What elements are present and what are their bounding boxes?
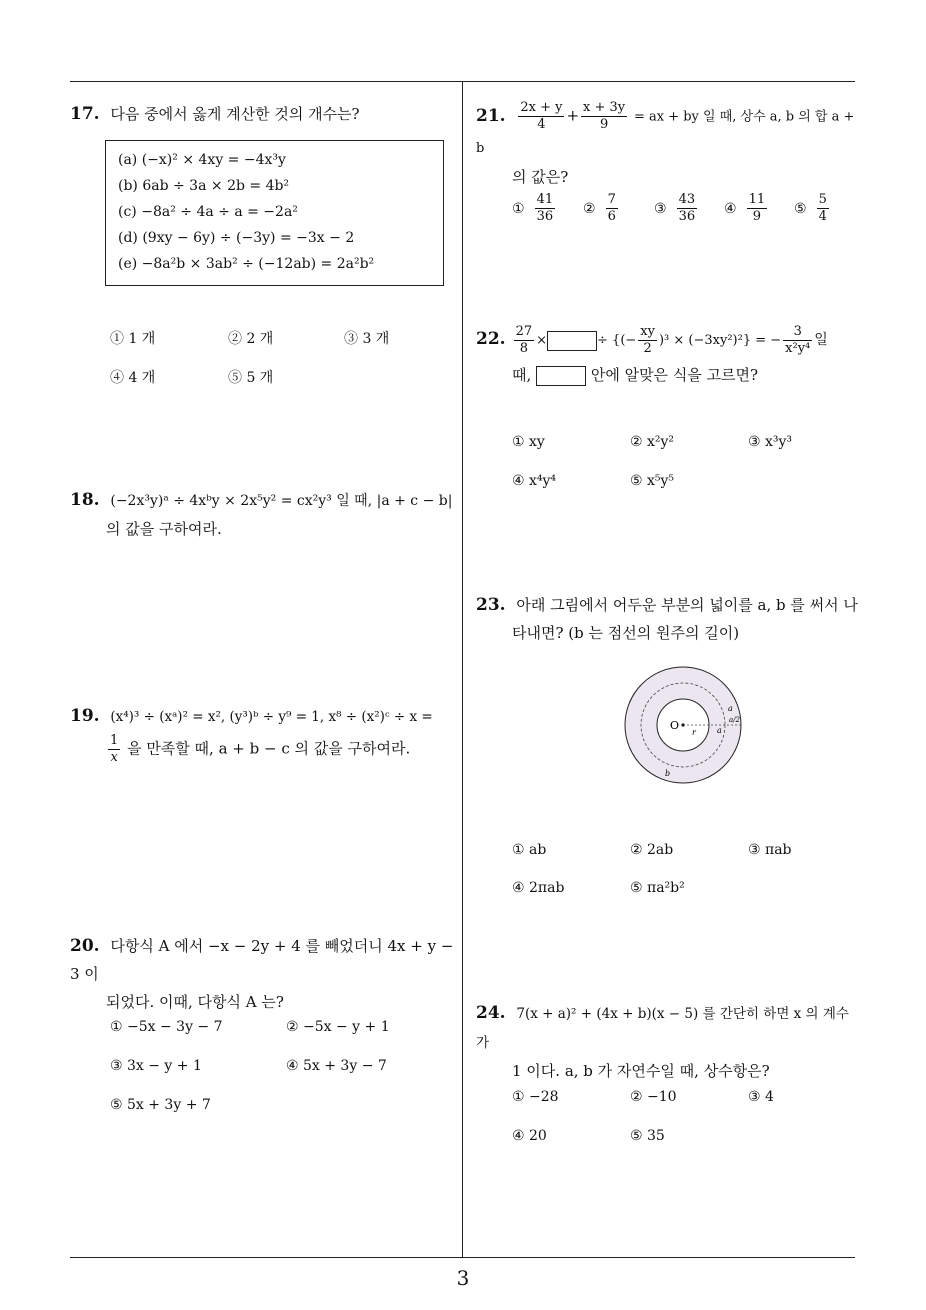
choice-2[interactable]: ② $\frac{7}{6}$	[583, 192, 616, 224]
fraction-1: $\frac{27}{8}$	[515, 324, 533, 356]
page-number: 3	[456, 1266, 470, 1290]
bottom-rule	[70, 1257, 855, 1258]
question-24	[476, 999, 860, 1085]
choice-3[interactable]: ③ 4	[748, 1089, 774, 1105]
ring-figure	[622, 664, 748, 790]
choice-4[interactable]: ④ 4 개	[110, 370, 156, 386]
choice-3[interactable]: ③ x³y³	[748, 434, 793, 450]
question-number: 20.	[70, 936, 100, 956]
choice-5[interactable]: ⑤ 5x + 3y + 7	[110, 1097, 211, 1113]
answer-blank	[536, 366, 586, 386]
plus-sign: +	[566, 106, 580, 125]
choice-1[interactable]: ① −5x − 3y − 7	[110, 1019, 223, 1035]
question-text-line1: = ax + by 일 때, 상수 a, b 의 합 a + b	[476, 109, 855, 156]
question-number: 21.	[476, 105, 506, 126]
question-18	[70, 486, 456, 543]
question-number: 24.	[476, 1003, 506, 1023]
half-width-label-lower: a	[717, 726, 722, 735]
choice-5[interactable]: ⑤ 35	[630, 1128, 665, 1144]
question-number: 19.	[70, 706, 100, 726]
choice-2[interactable]: ② −10	[630, 1089, 677, 1105]
choice-2[interactable]: ② 2 개	[228, 331, 274, 347]
question-text-line1: 다항식 A 에서 −x − 2y + 4 를 빼었더니 4x + y − 3 이	[70, 937, 454, 983]
choice-4[interactable]: ④ 5x + 3y − 7	[286, 1058, 387, 1074]
choice-2[interactable]: ② 2ab	[630, 842, 674, 858]
statement-b: (b) 6ab ÷ 3a × 2b = 4b²	[118, 178, 290, 194]
center-label: O	[670, 719, 680, 732]
question-text-line2: 타내면? (b 는 점선의 원주의 길이)	[512, 624, 740, 642]
question-number: 23.	[476, 595, 506, 615]
fraction-1: $\frac{2x + y}{4}$	[520, 100, 563, 132]
choice-4[interactable]: ④ 20	[512, 1128, 547, 1144]
question-text-line2: 의 값을 구하여라.	[106, 520, 222, 538]
question-text-line1: (−2x³y)ᵃ ÷ 4xᵇy × 2x⁵y² = cx²y³ 일 때, |a + c − b|	[110, 493, 453, 509]
choice-1[interactable]: ① xy	[512, 434, 545, 450]
column-divider	[462, 81, 463, 1257]
question-20	[70, 932, 456, 1016]
choice-4[interactable]: ④ x⁴y⁴	[512, 473, 557, 489]
choice-2[interactable]: ② x²y²	[630, 434, 675, 450]
question-text-line1: 아래 그림에서 어두운 부분의 넓이를 a, b 를 써서 나	[516, 596, 858, 614]
fraction-3: $\frac{3}{\text{x²y⁴}}$	[785, 324, 811, 356]
circumference-label: b	[665, 769, 671, 778]
choice-5[interactable]: ⑤ x⁵y⁵	[630, 473, 675, 489]
statement-c: (c) −8a² ÷ 4a ÷ a = −2a²	[118, 204, 298, 220]
question-text-line1: 7(x + a)² + (4x + b)(x − 5) 를 간단히 하면 x 의 계수가	[476, 1006, 849, 1051]
choice-5[interactable]: ⑤ πa²b²	[630, 880, 685, 896]
answer-blank	[547, 331, 597, 351]
question-17	[70, 100, 450, 128]
fraction: $\frac{1}{x}$	[110, 733, 119, 765]
choice-1[interactable]: ① $\frac{41}{36}$	[512, 192, 554, 224]
statement-d: (d) (9xy − 6y) ÷ (−3y) = −3x − 2	[118, 230, 355, 246]
choice-3[interactable]: ③ πab	[748, 842, 792, 858]
choice-5[interactable]: ⑤ 5 개	[228, 370, 274, 386]
inner-radius-label: r	[692, 728, 696, 737]
question-text-line2: 되었다. 이때, 다항식 A 는?	[106, 993, 284, 1011]
question-text-line2: 1 이다. a, b 가 자연수일 때, 상수항은?	[512, 1062, 770, 1080]
choice-2[interactable]: ② −5x − y + 1	[286, 1019, 390, 1035]
question-text-line1: (x⁴)³ ÷ (xᵃ)² = x², (y³)ᵇ ÷ y⁹ = 1, x⁸ ÷ (x²)ᶜ ÷ x =	[110, 709, 433, 725]
choice-1[interactable]: ① 1 개	[110, 331, 156, 347]
question-23	[476, 591, 860, 647]
fraction-2: $\frac{xy}{2}$	[640, 324, 655, 356]
question-text-line2: 을 만족할 때, a + b − c 의 값을 구하여라.	[127, 739, 411, 758]
question-stem: 다음 중에서 옳게 계산한 것의 개수는?	[110, 105, 360, 123]
choice-1[interactable]: ① −28	[512, 1089, 559, 1105]
ring-width-label: a	[728, 704, 733, 713]
question-number: 22.	[476, 329, 506, 349]
choice-5[interactable]: ⑤ $\frac{5}{4}$	[794, 192, 827, 224]
choice-1[interactable]: ① ab	[512, 842, 547, 858]
statement-box	[105, 140, 444, 286]
question-text-line2: 때,	[512, 366, 532, 384]
question-19	[70, 702, 456, 766]
choice-3[interactable]: ③ 3x − y + 1	[110, 1058, 202, 1074]
fraction-2: $\frac{x + 3y}{9}$	[583, 100, 626, 132]
choice-3[interactable]: ③ $\frac{43}{36}$	[654, 192, 696, 224]
question-number: 17.	[70, 104, 100, 124]
question-text-line2: 의 값은?	[512, 168, 569, 186]
statement-e: (e) −8a²b × 3ab² ÷ (−12ab) = 2a²b²	[118, 256, 375, 272]
question-number: 18.	[70, 490, 100, 510]
choice-4[interactable]: ④ 2πab	[512, 880, 565, 896]
question-22: 22. $\frac{27}{8}$ × ÷ {(− $\frac{xy}{2}$ )³ × (−3xy²)²} = − $\frac{3}{\text{x²y⁴}}$ 일 때, 안에 알맞은 식을 고르면?	[476, 324, 828, 384]
statement-a: (a) (−x)² × 4xy = −4x³y	[118, 152, 286, 168]
choice-3[interactable]: ③ 3 개	[344, 331, 390, 347]
half-width-label: a/2	[729, 716, 740, 724]
choice-4[interactable]: ④ $\frac{11}{9}$	[724, 192, 766, 224]
question-21	[476, 100, 860, 191]
